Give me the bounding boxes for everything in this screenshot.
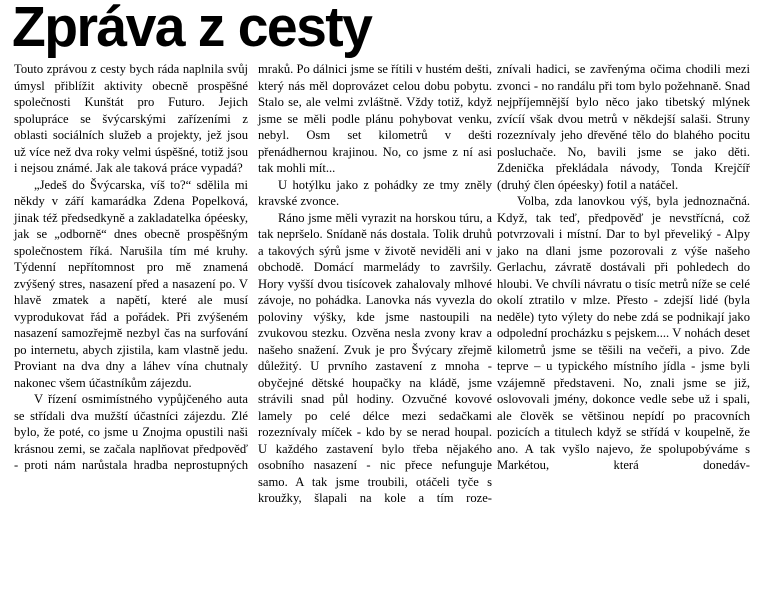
page-title: Zpráva z cesty xyxy=(12,0,372,59)
paragraph: mraků. Po dálnici jsme se řítili v hustém dešti, který nás měl doprovázet celou dobu pobytu. Stalo se, ale velmi zvláštně. Vždy totiž, když jsme se měli podle plánu pohybovat venku, nebyl. Osm set kilometrů v dešti přenádhernou krajinou. No, co jsme z ní asi tak mohli mít... xyxy=(258,62,492,175)
paragraph: Volba, zda lanovkou výš, byla jednoznačná. Když, tak teď, předpověď je nevstřícná, což potvrzovali i místní. Dar to byl převeliký - Alpy jako na dlani jsme pozorovali z výše našeho Gerlachu, závratě dostávali při pohledech do hloubi. Ve chvíli návratu o tisíc metrů níže se celé okolí ztratilo v mlze. Přesto - zdejší lidé (byla neděle) tyto výlety do nebe zdá se podnikají jako odpolední procházku s pejskem.... V nohách deset kilometrů jsme se těšili na večeři, a pivo. Zde teprve – u typického místního jídla - jsme byli vzájemně představeni. No, znali jsme se již, oslovovali jmény, dokonce vedle sebe už i spali, ale člověk se většinou nepídí po pracovních pozicích a titulech když se střídá v koupelně, že ano. A tak vyšlo najevo, že spolupobýváme s Markétou, která donedáv- xyxy=(497,194,750,472)
article-column-2 xyxy=(258,61,492,561)
article-column-1 xyxy=(14,61,248,561)
article-columns xyxy=(0,61,768,561)
article-column-3 xyxy=(497,61,750,561)
paragraph: U hotýlku jako z pohádky ze tmy zněly kravské zvonce. xyxy=(258,177,492,208)
paragraph: znívali hadici, se zavřenýma očima chodili mezi zvonci - no randálu při tom bylo požehnaně. Snad nejpříjemnější bylo něco jako tibetský mlýnek zvícíí však dvou metrů v někdejší salaši. Struny rozeznívaly jeho dřevěné tělo do blahého pocitu posluchače. No, bavili jsme se jako děti. Zdenička překládala návody, Tonda Krejčíř (druhý člen ópéesky) fotil a natáčel. xyxy=(497,62,750,192)
paragraph: „Jedeš do Švýcarska, víš to?“ sdělila mi někdy v září kamarádka Zdena Popelková, jinak též předsedkyně a zakladatelka ópéesky, jak se „odborně“ dnes obecně prospěšným společnostem říká. Narušila tím mé kruhy. Týdenní nepřítomnost pro mě znamená zvýšený stres, nasazení před a nasazení po. V hlavě zmatek a napětí, které ale musí vyprodukovat řád a pořádek. Při zvýšeném nasazení samozřejmě nezbyl čas na surfování po internetu, abych zjistila, kam vlastně jedu. Proviant na dva dny a láhev vína chutnaly nakonec všem účastníkům zájezdu. xyxy=(14,177,248,390)
paragraph: Ráno jsme měli vyrazit na horskou túru, a tak nepršelo. Snídaně nás dostala. Tolik druhů a takových sýrů jsme v životě neviděli ani v obchodě. Domácí marmelády to završily. Hory vyšší dvou tisícovek zahalovaly mlhové závoje, no pohádka. Lanovka nás vyvezla do poloviny výšky, kde jsme nastoupili na zvukovou stezku. Ozvěna nesla zvony krav a našeho snažení. Zvuk je pro Švýcary zřejmě důležitý. U prvního zastavení z mnoha - obyčejné dětské houpačky na kládě, jsme strávili snad půl hodiny. Ozvučné kovové lamely po celé délce mezi sedačkami rozeznívaly míček - kdo by se nerad houpal. U každého zastavení bylo třeba nějakého osobního nasazení - nic přece nefunguje samo. A tak jsme troubili, otáčeli tyče s kroužky, šlapali na kole a tím roze- xyxy=(258,210,492,505)
paragraph: Touto zprávou z cesty bych ráda naplnila svůj úmysl přiblížit aktivity obecně prospěšné společnosti Kunštát pro Futuro. Jejich spolupráce se švýcarskými zařízeními z oblasti sociálních služeb a projekty, jež jsou už více než dva roky velmi úspěšné, totiž jsou i nejsou známé. Jak ale taková práce vypadá? xyxy=(14,62,248,175)
paragraph: V řízení osmimístného vypůjčeného auta se střídali dva mužští účastníci zájezdu. Zlé bylo, že poté, co jsme u Znojma opustili naši krásnou zemi, se začala naplňovat předpověď - proti nám narůstala hradba neprostupných xyxy=(14,392,248,472)
